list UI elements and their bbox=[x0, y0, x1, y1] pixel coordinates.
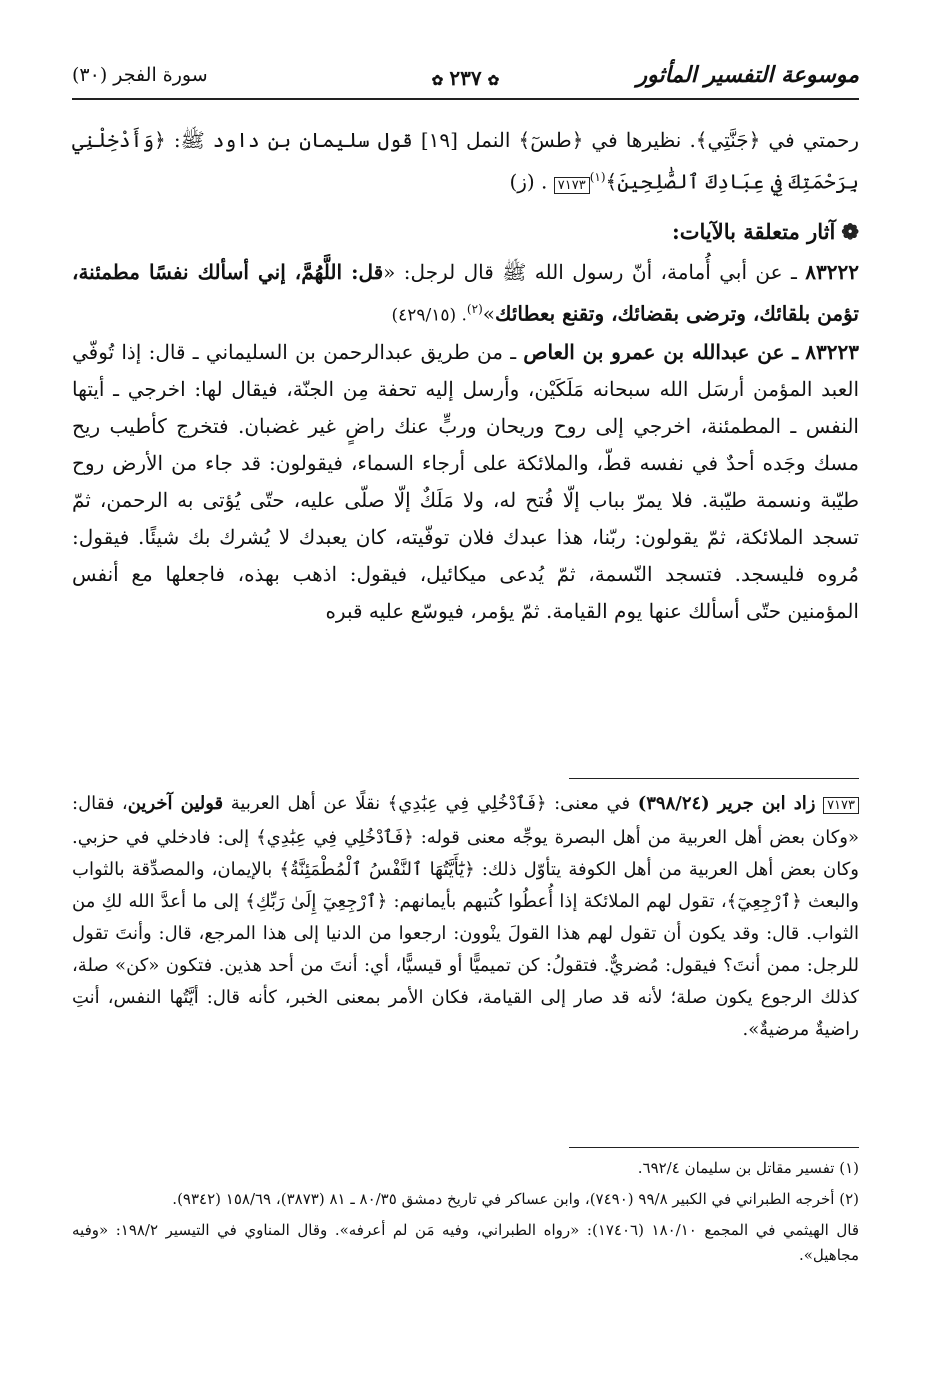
surah-name: سورة الفجر (٣٠) bbox=[72, 64, 208, 86]
main-text bbox=[72, 122, 859, 630]
flower-icon: ❁ bbox=[841, 218, 859, 244]
running-header bbox=[72, 58, 859, 100]
note-ref-box[interactable]: ٧١٧٣ bbox=[554, 177, 590, 194]
section-heading: ❁آثار متعلقة بالآيات: bbox=[672, 218, 859, 244]
footnote-1: (١) تفسير مقاتل بن سليمان ٦٩٢/٤. bbox=[637, 1159, 859, 1177]
intro-paragraph: رحمتي في ﴿جَنَّتِي﴾. نظيرها في ﴿طسٓ﴾ النمل [١٩] قول سليمان بن داود ﷺ: ﴿وَأَدْخِلْنِي بِرَحْمَتِكَ فِي عِبَادِكَ ٱلصَّٰلِحِينَ﴾$^{(١)}$٧١٧٣ . (ز) bbox=[72, 128, 859, 194]
ornament-icon: ✿ bbox=[431, 73, 444, 89]
volume-ref: . (٤٢٩/١٥) bbox=[391, 305, 467, 326]
footnote-ref[interactable]: (٢) bbox=[466, 301, 483, 316]
footnote-ref[interactable]: (١) bbox=[589, 170, 606, 184]
note-author: زاد ابن جرير (٣٩٨/٢٤) bbox=[637, 793, 816, 814]
page-number-block bbox=[426, 66, 506, 90]
page-number: ٢٣٧ bbox=[449, 66, 482, 90]
commentary-note: ٧١٧٣ زاد ابن جرير (٣٩٨/٢٤) في معنى: ﴿فَٱدْخُلِي فِي عِبَٰدِي﴾ نقلًا عن أهل العربية قولين آخرين، فقال: «وكان بعض أهل العربية من أهل البصرة يوجِّه معنى قوله: ﴿فَٱدْخُلِي فِي عِبَٰدِي﴾ إلى: فادخلي في حزبي. وكان بعض أهل العربية من أهل الكوفة يتأوّل ذلك: ﴿يَٰٓأَيَّتُهَا ٱلنَّفْسُ ٱلْمُطْمَئِنَّةُ﴾ بالإيمان، والمصدِّقة بالثواب والبعث ﴿ٱرْجِعِيٓ﴾، تقول لهم الملائكة إذا أُعطُوا كُتبهم بأيمانهم: ﴿ٱرْجِعِيٓ إِلَىٰ رَبِّكِ﴾ إلى ما أعدَّ الله لكِ من الثواب. قال: وقد يكون أن تقول لهم هذا القولَ ينْوون: ارجعوا من الدنيا إلى هذا المرجع، قال: وأنتَ تقول للرجل: ممن أنتَ؟ فيقول: مُضريٌّ. فتقولُ: كن تميميًّا أو قيسيًّا، أي: أنتَ من أحد هذين. فتكون «كن» صلة، كذلك الرجوع يكون صلة؛ لأنه قد صار إلى القيامة، فكان الأمر بمعنى الخبر، كأنه قال: أيَّتُها النفس، أنتِ راضيةٌ مرضيةٌ». bbox=[72, 793, 860, 1040]
footnote-separator bbox=[569, 1147, 859, 1148]
note-separator bbox=[569, 778, 859, 779]
footnote-2: (٢) أخرجه الطبراني في الكبير ٩٩/٨ (٧٤٩٠)، وابن عساكر في تاريخ دمشق ٨٠/٣٥ ـ ٨١ (٣٨٧٣)، ١٥٨/٦٩ (٩٣٤٢). bbox=[172, 1190, 859, 1208]
footnotes bbox=[72, 1156, 859, 1274]
athar-83223: ٨٣٢٢٣ ـ عن عبدالله بن عمرو بن العاص ـ من طريق عبدالرحمن بن السليماني ـ قال: إذا تُوفّي العبد المؤمن أرسَل الله سبحانه مَلَكَيْن، وأرسل إليه تحفة مِن الجنّة، فيقال لها: اخرجي ـ أيتها النفس ـ المطمئنة، اخرجي إلى روح وريحان وربٍّ عنك راضٍ غير غضبان. فتخرج كأطيب ريح مسك وجَده أحدٌ في نفسه قطّ، والملائكة على أرجاء السماء، فيقولون: قد جاء من الأرض روح طيّبة ونسمة طيّبة. فلا يمرّ بباب إلّا فُتح له، ولا مَلَكٌ إلّا صلّى عليه، حتّى يُؤتى به الرحمن، ثمّ تسجد الملائكة، ثمّ يقولون: ربّنا، هذا عبدك فلان توفّيته، كان يعبدك لا يُشرك بك شيئًا. فيقول: مُروه فليسجد. فتسجد النّسمة، ثمّ يُدعى ميكائيل، فيقول: اذهب بهذه، فاجعلها مع أنفس المؤمنين حتّى أسألك عنها يوم القيامة. ثمّ يؤمر، فيوسّع عليه قبره bbox=[72, 340, 860, 624]
hadith-quote: قل: اللَّهُمَّ، إني أسألك نفسًا مطمئنة، تؤمن بلقائك، وترضى بقضائك، وتقنع بعطائك bbox=[72, 259, 859, 326]
note-number-box: ٧١٧٣ bbox=[823, 797, 859, 814]
athar-83222: ٨٣٢٢٢ ـ عن أبي أُمامة، أنّ رسول الله ﷺ قال لرجل: «قل: اللَّهُمَّ، إني أسألك نفسًا مطمئنة، تؤمن بلقائك، وترضى بقضائك، وتقنع بعطائك»$^{(٢)}$. (٤٢٩/١٥) bbox=[72, 259, 859, 326]
athar-number: ٨٣٢٢٣ bbox=[805, 340, 860, 365]
ornament-icon: ✿ bbox=[487, 73, 500, 89]
narrator-name: ـ عن عبدالله بن عمرو بن العاص bbox=[523, 340, 799, 365]
footnote-2-cont: قال الهيثمي في المجمع ١٨٠/١٠ (١٧٤٠٦): «رواه الطبراني، وفيه مَن لم أعرفه». وقال المناوي في التيسير ١٩٨/٢: «وفيه مجاهيل». bbox=[72, 1221, 860, 1264]
athar-number: ٨٣٢٢٢ bbox=[805, 259, 859, 284]
book-title: موسوعة التفسير المأثور bbox=[636, 62, 859, 88]
